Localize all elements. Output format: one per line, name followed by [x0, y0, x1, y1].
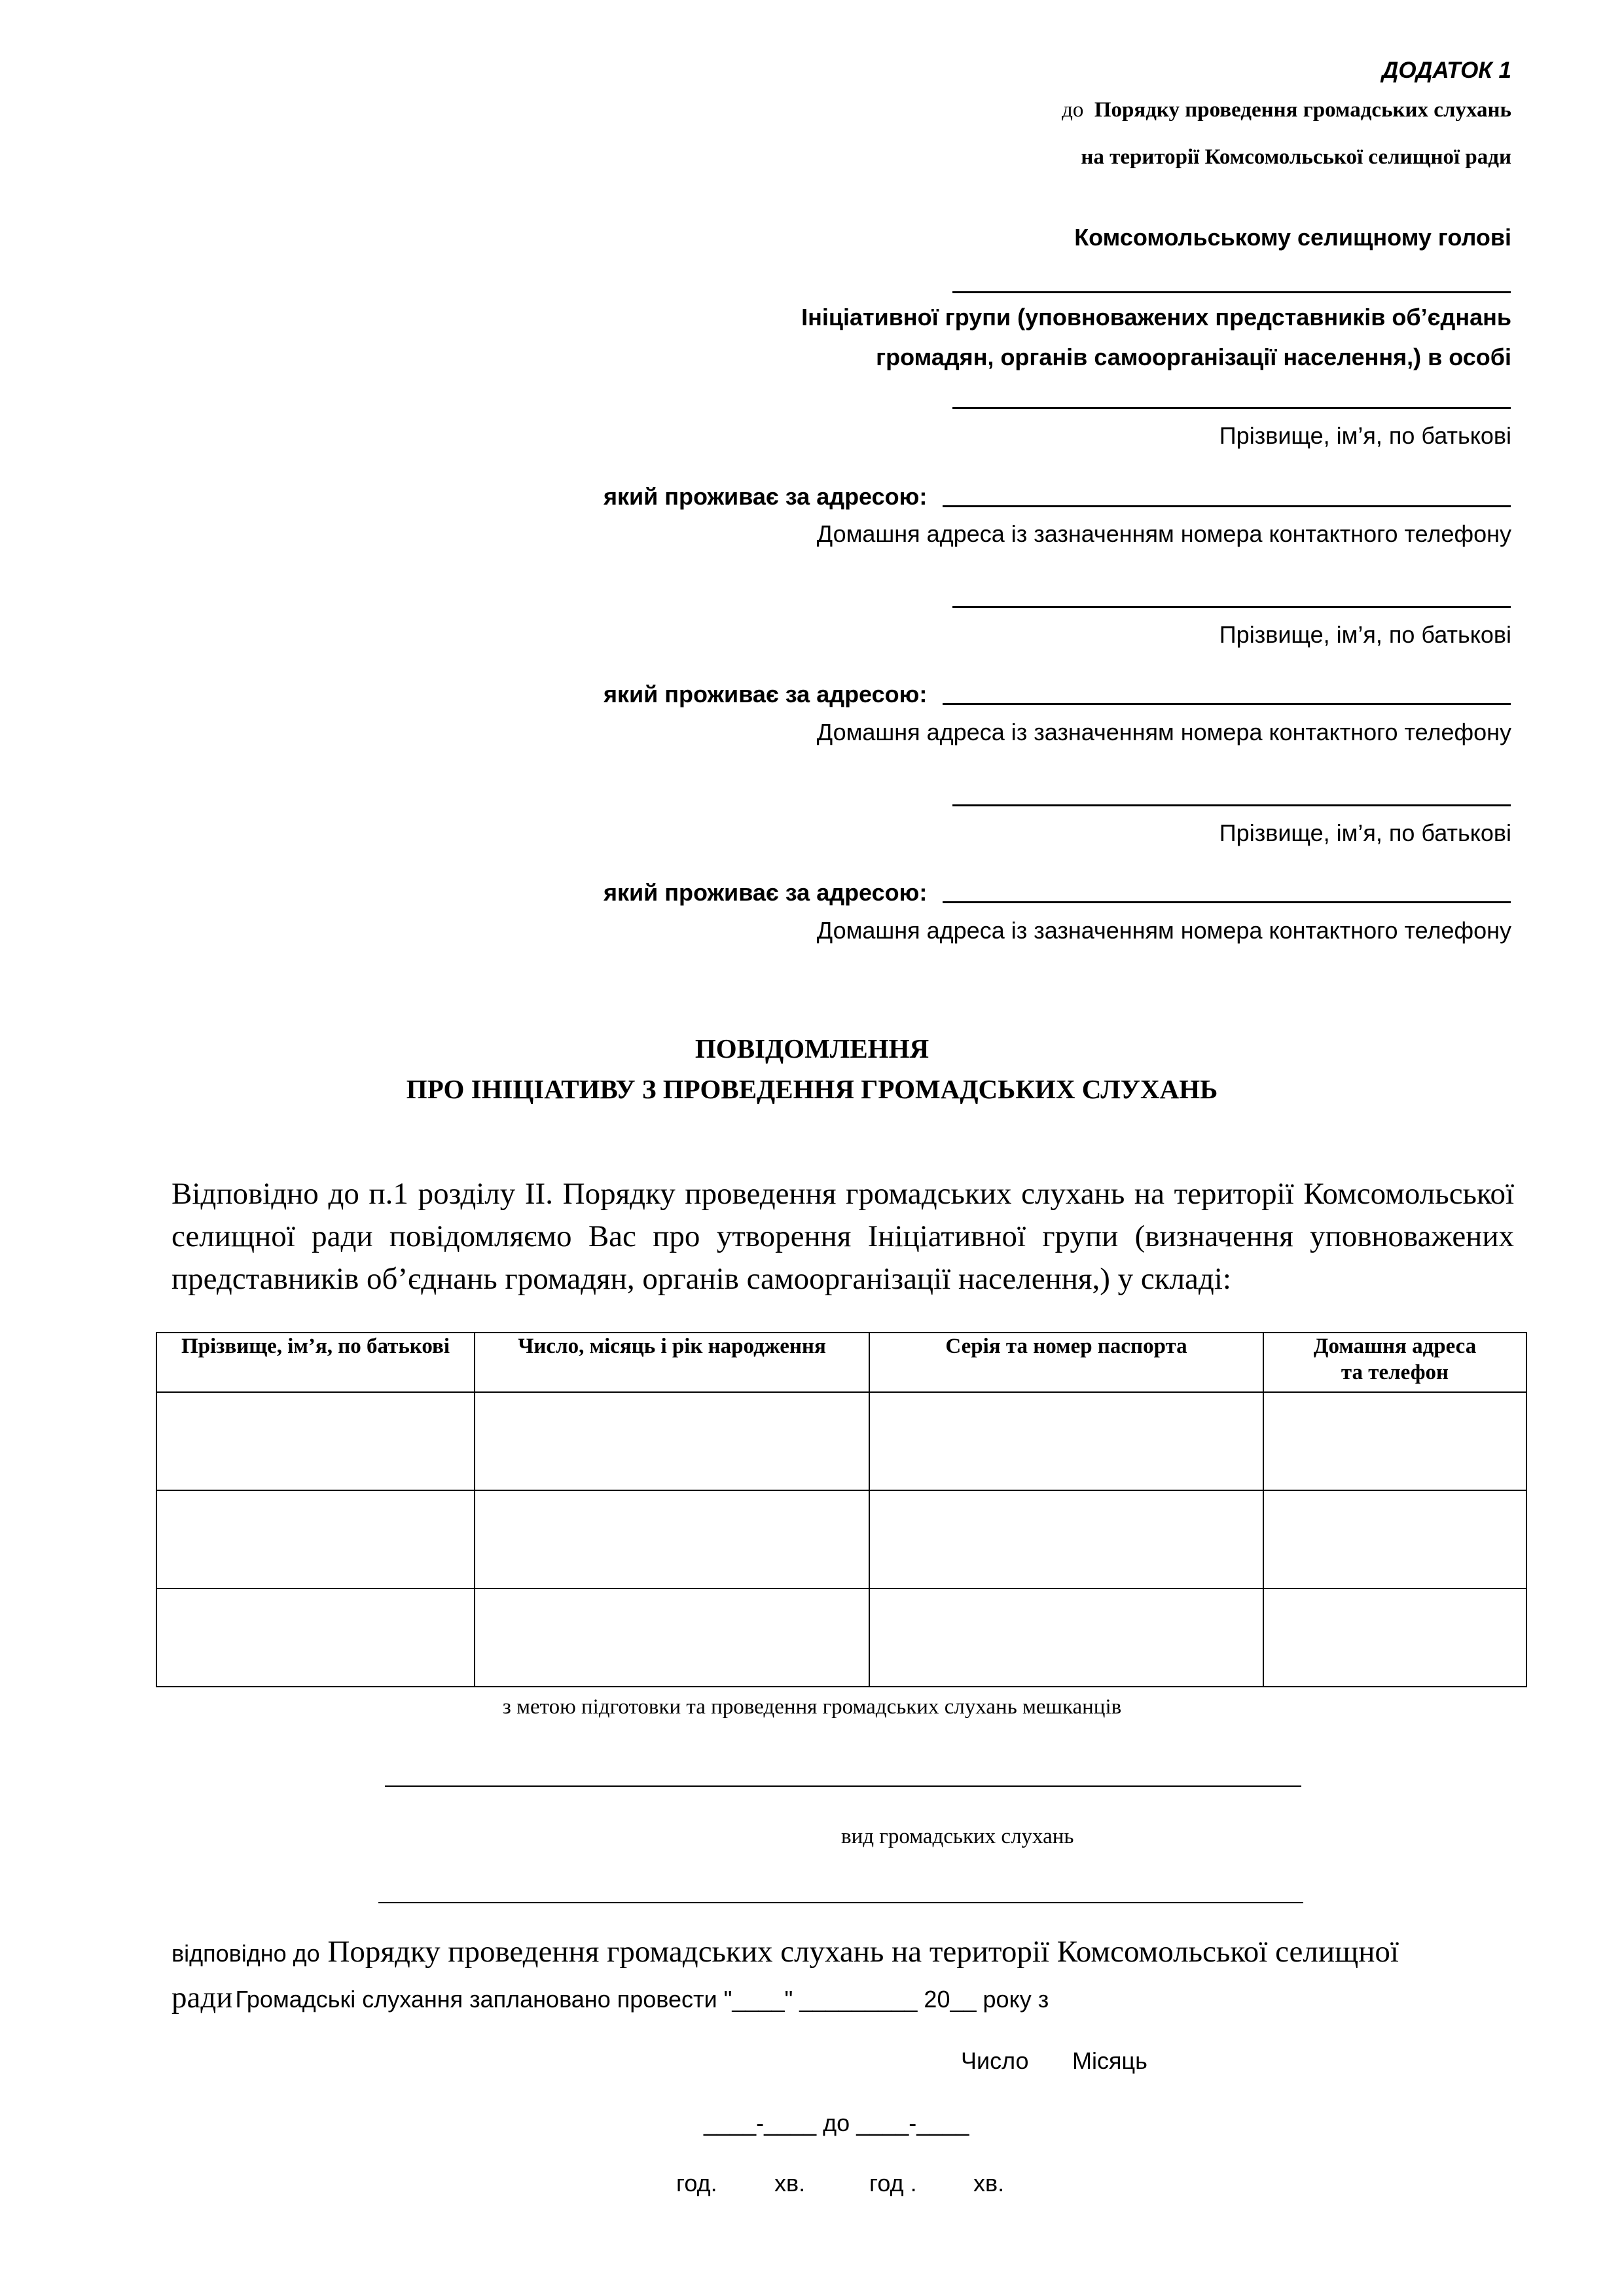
person-address-label: який проживає за адресою:: [604, 681, 928, 708]
table-cell-birthdate[interactable]: [475, 1588, 869, 1687]
table-cell-birthdate[interactable]: [475, 1392, 869, 1490]
time-caption-min-to: хв.: [973, 2170, 1005, 2197]
column-header-passport: Серія та номер паспорта: [869, 1333, 1263, 1392]
person-address-line[interactable]: [943, 703, 1511, 705]
person-address-caption: Домашня адреса із зазначенням номера контактного телефону: [816, 917, 1511, 944]
closing-line1: [171, 1934, 1399, 1969]
table-cell-passport[interactable]: [869, 1490, 1263, 1588]
person-address-line[interactable]: [943, 505, 1511, 507]
person-name-line[interactable]: [952, 407, 1511, 409]
closing-line1-text: Порядку проведення громадських слухань на території Комсомольської селищної: [327, 1935, 1399, 1969]
person-address-label: який проживає за адресою:: [604, 879, 928, 906]
closing-line2-prefix: ради: [171, 1981, 233, 2015]
column-header-address-line1: Домашня адреса: [1313, 1335, 1477, 1358]
table-row: [156, 1588, 1526, 1687]
person-address-label: який проживає за адресою:: [604, 483, 928, 510]
document-title: ПОВІДОМЛЕННЯ: [695, 1033, 929, 1064]
column-header-address-line2: та телефон: [1341, 1361, 1449, 1384]
table-cell-passport[interactable]: [869, 1588, 1263, 1687]
time-range[interactable]: ____-____ до ____-____: [704, 2109, 969, 2136]
appendix-reference: [1062, 98, 1511, 122]
closing-line1-prefix: відповідно до: [171, 1940, 320, 1967]
table-cell-name[interactable]: [156, 1490, 475, 1588]
group-description-line2: громадян, органів самоорганізації населення,) в особі: [876, 344, 1511, 370]
person-address-line[interactable]: [943, 901, 1511, 903]
purpose-text: з метою підготовки та проведення громадських слухань мешканців: [502, 1695, 1122, 1719]
person-name-line[interactable]: [952, 804, 1511, 806]
body-paragraph: Відповідно до п.1 розділу ІІ. Порядку проведення громадських слухань на території Комсомольської селищної ради повідомляємо Вас про утворення Ініціативної групи (визначення уповноважених представників об’єднань громадян, органів самоорганізації населення,) у складі:: [171, 1177, 1514, 1296]
table-cell-address[interactable]: [1263, 1588, 1526, 1687]
table-cell-name[interactable]: [156, 1392, 475, 1490]
addressee-blank-line[interactable]: [952, 291, 1511, 293]
closing-line2-text: Громадські слухання заплановано провести "____" _________ 20__ року з: [235, 1986, 1049, 2013]
column-header-birthdate: Число, місяць і рік народження: [475, 1333, 869, 1392]
table-cell-birthdate[interactable]: [475, 1490, 869, 1588]
person-address-caption: Домашня адреса із зазначенням номера контактного телефону: [816, 719, 1511, 745]
date-caption-month: Місяць: [1072, 2047, 1147, 2074]
table-cell-address[interactable]: [1263, 1490, 1526, 1588]
appendix-territory: на території Комсомольської селищної ради: [1081, 145, 1511, 169]
residents-blank-line[interactable]: [385, 1785, 1301, 1787]
person-name-caption: Прізвище, ім’я, по батькові: [1219, 621, 1511, 648]
closing-line2: [171, 1980, 1049, 2015]
group-description-line1: Ініціативної групи (уповноважених представників об’єднань: [801, 304, 1511, 331]
person-name-caption: Прізвище, ім’я, по батькові: [1219, 422, 1511, 449]
person-address-caption: Домашня адреса із зазначенням номера контактного телефону: [816, 520, 1511, 547]
table-cell-name[interactable]: [156, 1588, 475, 1687]
addressee-to: Комсомольському селищному голові: [1074, 224, 1511, 251]
appendix-label: ДОДАТОК 1: [1382, 58, 1511, 83]
appendix-reference-prefix: до: [1062, 98, 1084, 122]
table-cell-address[interactable]: [1263, 1392, 1526, 1490]
date-caption-day: Число: [961, 2047, 1029, 2074]
column-header-name: Прізвище, ім’я, по батькові: [156, 1333, 475, 1392]
time-caption-min-from: хв.: [774, 2170, 806, 2197]
hearing-kind-blank-line[interactable]: [378, 1902, 1303, 1903]
person-name-caption: Прізвище, ім’я, по батькові: [1219, 819, 1511, 846]
hearing-kind-caption: вид громадських слухань: [841, 1825, 1074, 1848]
column-header-address: [1263, 1333, 1526, 1392]
time-caption-hour-from: год.: [676, 2170, 717, 2197]
members-table: [156, 1332, 1527, 1687]
person-name-line[interactable]: [952, 606, 1511, 608]
table-cell-passport[interactable]: [869, 1392, 1263, 1490]
table-row: [156, 1392, 1526, 1490]
time-caption-hour-to: год .: [869, 2170, 917, 2197]
document-subtitle: ПРО ІНІЦІАТИВУ З ПРОВЕДЕННЯ ГРОМАДСЬКИХ СЛУХАНЬ: [406, 1074, 1218, 1104]
appendix-reference-text: Порядку проведення громадських слухань: [1094, 98, 1511, 122]
table-row: [156, 1490, 1526, 1588]
table-header-row: [156, 1333, 1526, 1392]
